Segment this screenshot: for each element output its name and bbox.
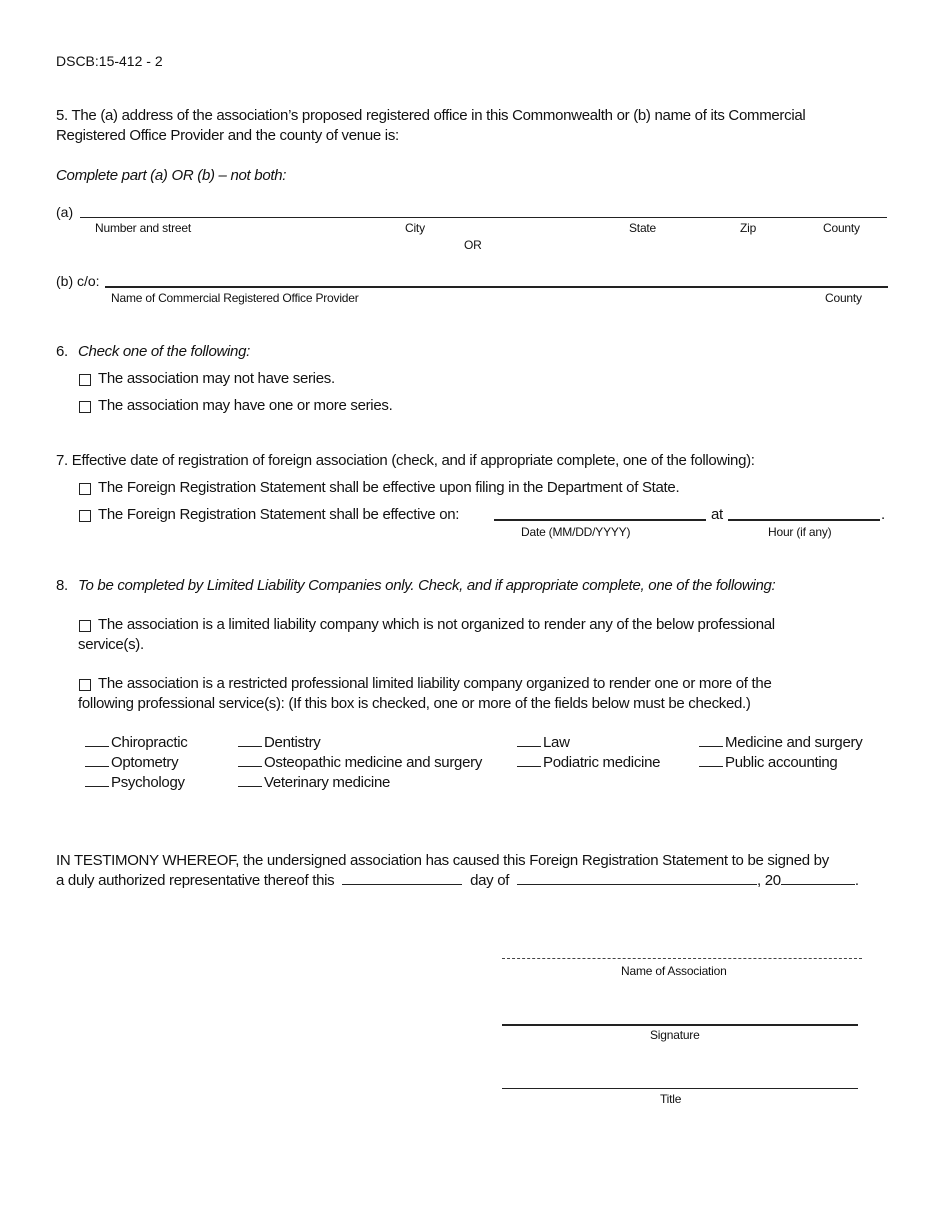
section7-heading: 7. Effective date of registration of foreign association (check, and if appropriate complete, one of the following): bbox=[56, 452, 755, 469]
service-label: Dentistry bbox=[264, 734, 321, 751]
caption-county-b: County bbox=[825, 291, 862, 305]
testimony-text-d: . bbox=[854, 872, 859, 889]
service-label: Optometry bbox=[111, 754, 179, 771]
year-blank[interactable] bbox=[781, 872, 855, 885]
effective-hour-line[interactable] bbox=[728, 519, 880, 521]
testimony-line2 bbox=[56, 872, 859, 889]
section5-text-line2: Registered Office Provider and the county of venue is: bbox=[56, 127, 399, 144]
caption-zip: Zip bbox=[740, 221, 757, 235]
option-llc-not-professional-line2: service(s). bbox=[78, 636, 144, 653]
service-medicine-surgery[interactable] bbox=[699, 734, 862, 751]
service-veterinary[interactable] bbox=[238, 774, 390, 791]
option-restricted-professional-line2: following professional service(s): (If this box is checked, one or more of the fields below must be checked.) bbox=[78, 695, 751, 712]
title-label: Title bbox=[660, 1092, 682, 1106]
section6-heading: Check one of the following: bbox=[78, 343, 251, 360]
service-osteopathic[interactable] bbox=[238, 754, 482, 771]
service-label: Psychology bbox=[111, 774, 185, 791]
option-llc-not-professional-line1: The association is a limited liability company which is not organized to render any of the below professional bbox=[98, 616, 775, 633]
title-line[interactable] bbox=[502, 1088, 858, 1089]
option-has-series: The association may have one or more series. bbox=[98, 397, 393, 414]
service-dentistry[interactable] bbox=[238, 734, 320, 751]
service-label: Law bbox=[543, 734, 570, 751]
caption-date: Date (MM/DD/YYYY) bbox=[521, 525, 631, 539]
option-effective-on-date: The Foreign Registration Statement shall be effective on: bbox=[98, 506, 460, 523]
service-law[interactable] bbox=[517, 734, 570, 751]
form-id: DSCB:15-412 - 2 bbox=[56, 53, 163, 69]
testimony-text-a: a duly authorized representative thereof this bbox=[56, 872, 335, 889]
caption-provider-name: Name of Commercial Registered Office Provider bbox=[111, 291, 359, 305]
service-public-accounting[interactable] bbox=[699, 754, 837, 771]
section6-number: 6. bbox=[56, 343, 68, 360]
at-label: at bbox=[711, 506, 723, 523]
service-podiatric[interactable] bbox=[517, 754, 660, 771]
service-chiropractic[interactable] bbox=[85, 734, 187, 751]
part-b-provider-line[interactable] bbox=[105, 286, 888, 288]
testimony-text-c: , 20 bbox=[757, 872, 781, 889]
part-b-label: (b) c/o: bbox=[56, 273, 100, 289]
effective-date-line[interactable] bbox=[494, 519, 706, 521]
service-label: Osteopathic medicine and surgery bbox=[264, 754, 483, 771]
caption-state: State bbox=[629, 221, 657, 235]
or-label: OR bbox=[464, 238, 482, 252]
checkbox-no-series[interactable] bbox=[79, 374, 91, 386]
testimony-text-b: day of bbox=[470, 872, 510, 889]
checkbox-effective-on-date[interactable] bbox=[79, 510, 91, 522]
service-label: Veterinary medicine bbox=[264, 774, 391, 791]
name-of-association-label: Name of Association bbox=[621, 964, 727, 978]
service-label: Public accounting bbox=[725, 754, 838, 771]
service-label: Chiropractic bbox=[111, 734, 188, 751]
signature-line[interactable] bbox=[502, 1024, 858, 1026]
month-blank[interactable] bbox=[517, 872, 757, 885]
caption-city: City bbox=[405, 221, 425, 235]
checkbox-effective-on-filing[interactable] bbox=[79, 483, 91, 495]
day-blank[interactable] bbox=[342, 872, 462, 885]
checkbox-has-series[interactable] bbox=[79, 401, 91, 413]
section5-text-line1: 5. The (a) address of the association’s proposed registered office in this Commonwealth or (b) name of its Commercial bbox=[56, 107, 806, 124]
option-no-series: The association may not have series. bbox=[98, 370, 335, 387]
section5-instruction: Complete part (a) OR (b) – not both: bbox=[56, 167, 287, 184]
section8-heading: To be completed by Limited Liability Companies only. Check, and if appropriate complete, one of the following: bbox=[78, 577, 776, 594]
checkbox-llc-not-professional[interactable] bbox=[79, 620, 91, 632]
caption-county-a: County bbox=[823, 221, 860, 235]
testimony-line1: IN TESTIMONY WHEREOF, the undersigned association has caused this Foreign Registration Statement to be signed by bbox=[56, 852, 829, 869]
signature-label: Signature bbox=[650, 1028, 700, 1042]
period: . bbox=[881, 506, 885, 523]
service-psychology[interactable] bbox=[85, 774, 185, 791]
service-label: Medicine and surgery bbox=[725, 734, 863, 751]
caption-hour: Hour (if any) bbox=[768, 525, 832, 539]
checkbox-restricted-professional[interactable] bbox=[79, 679, 91, 691]
option-restricted-professional-line1: The association is a restricted professional limited liability company organized to render one or more of the bbox=[98, 675, 772, 692]
part-a-label: (a) bbox=[56, 204, 74, 220]
part-a-address-line[interactable] bbox=[80, 217, 887, 218]
name-of-association-line[interactable] bbox=[502, 958, 862, 959]
service-label: Podiatric medicine bbox=[543, 754, 661, 771]
caption-number-street: Number and street bbox=[95, 221, 191, 235]
service-optometry[interactable] bbox=[85, 754, 178, 771]
section8-number: 8. bbox=[56, 577, 68, 594]
option-effective-on-filing: The Foreign Registration Statement shall be effective upon filing in the Department of State. bbox=[98, 479, 680, 496]
